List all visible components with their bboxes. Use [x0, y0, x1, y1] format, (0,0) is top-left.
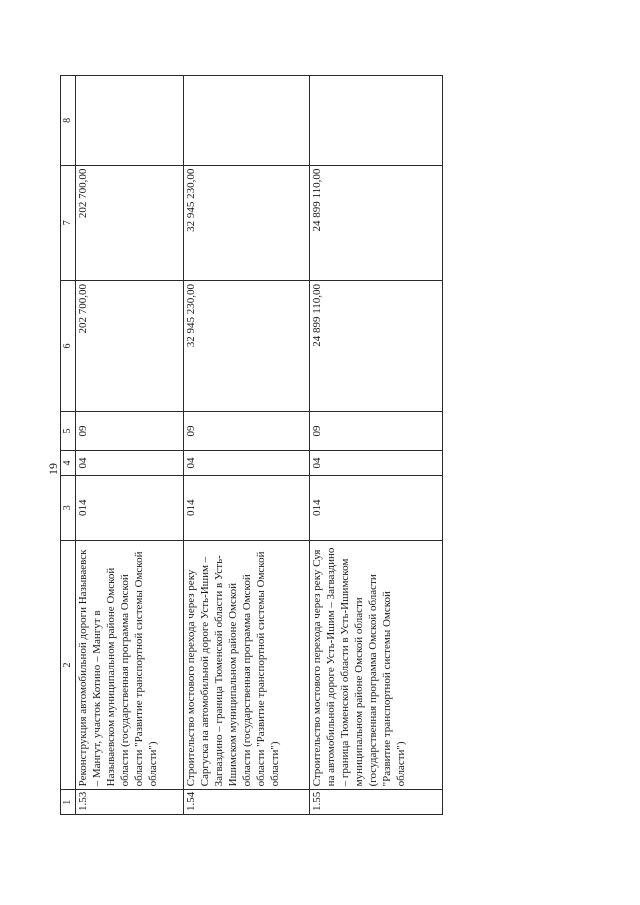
column-number-row — [61, 76, 76, 815]
row-number: 1.54 — [184, 790, 310, 815]
cell-col5: 09 — [76, 411, 184, 450]
column-header: 1 — [61, 790, 76, 815]
column-header: 2 — [61, 540, 76, 790]
cell-col6: 32 945 230,00 — [184, 280, 310, 411]
table-row — [76, 76, 184, 815]
row-description: Строительство мостового перехода через реку Суя на автомобильной дороге Усть-Ишим – Загваздино – граница Тюменской области в Усть-Ишимском муниципальном районе Омской области (государственная программа Омской области "Развитие транспортной системы Омской области") — [310, 540, 443, 790]
row-description: Реконструкция автомобильной дороги Называевск – Мангут, участок Котино – Мангут в Называевском муниципальном районе Омской области (государственная программа Омской области "Развитие транспортной системы Омской области") — [76, 540, 184, 790]
cell-col6: 24 899 110,00 — [310, 280, 443, 411]
row-number: 1.55 — [310, 790, 443, 815]
row-number: 1.53 — [76, 790, 184, 815]
cell-col7: 32 945 230,00 — [184, 165, 310, 280]
table-row — [310, 76, 443, 815]
table-row — [184, 76, 310, 815]
cell-col4: 04 — [184, 451, 310, 476]
row-description: Строительство мостового перехода через реку Саргуска на автомобильной дороге Усть-Ишим – Загваздино – граница Тюменской области в Усть-Ишимском муниципальном районе Омской области (государственная программа Омской области "Развитие транспортной системы Омской области") — [184, 540, 310, 790]
cell-col8 — [76, 76, 184, 166]
cell-col3: 014 — [76, 475, 184, 540]
cell-col5: 09 — [184, 411, 310, 450]
budget-table — [60, 75, 443, 815]
column-header: 4 — [61, 451, 76, 476]
column-header: 6 — [61, 280, 76, 411]
column-header: 3 — [61, 475, 76, 540]
cell-col7: 24 899 110,00 — [310, 165, 443, 280]
cell-col5: 09 — [310, 411, 443, 450]
cell-col3: 014 — [310, 475, 443, 540]
cell-col4: 04 — [310, 451, 443, 476]
cell-col4: 04 — [76, 451, 184, 476]
cell-col8 — [184, 76, 310, 166]
column-header: 7 — [61, 165, 76, 280]
page-number: 19 — [46, 463, 60, 475]
cell-col7: 202 700,00 — [76, 165, 184, 280]
cell-col6: 202 700,00 — [76, 280, 184, 411]
column-header: 8 — [61, 76, 76, 166]
cell-col8 — [310, 76, 443, 166]
column-header: 5 — [61, 411, 76, 450]
cell-col3: 014 — [184, 475, 310, 540]
